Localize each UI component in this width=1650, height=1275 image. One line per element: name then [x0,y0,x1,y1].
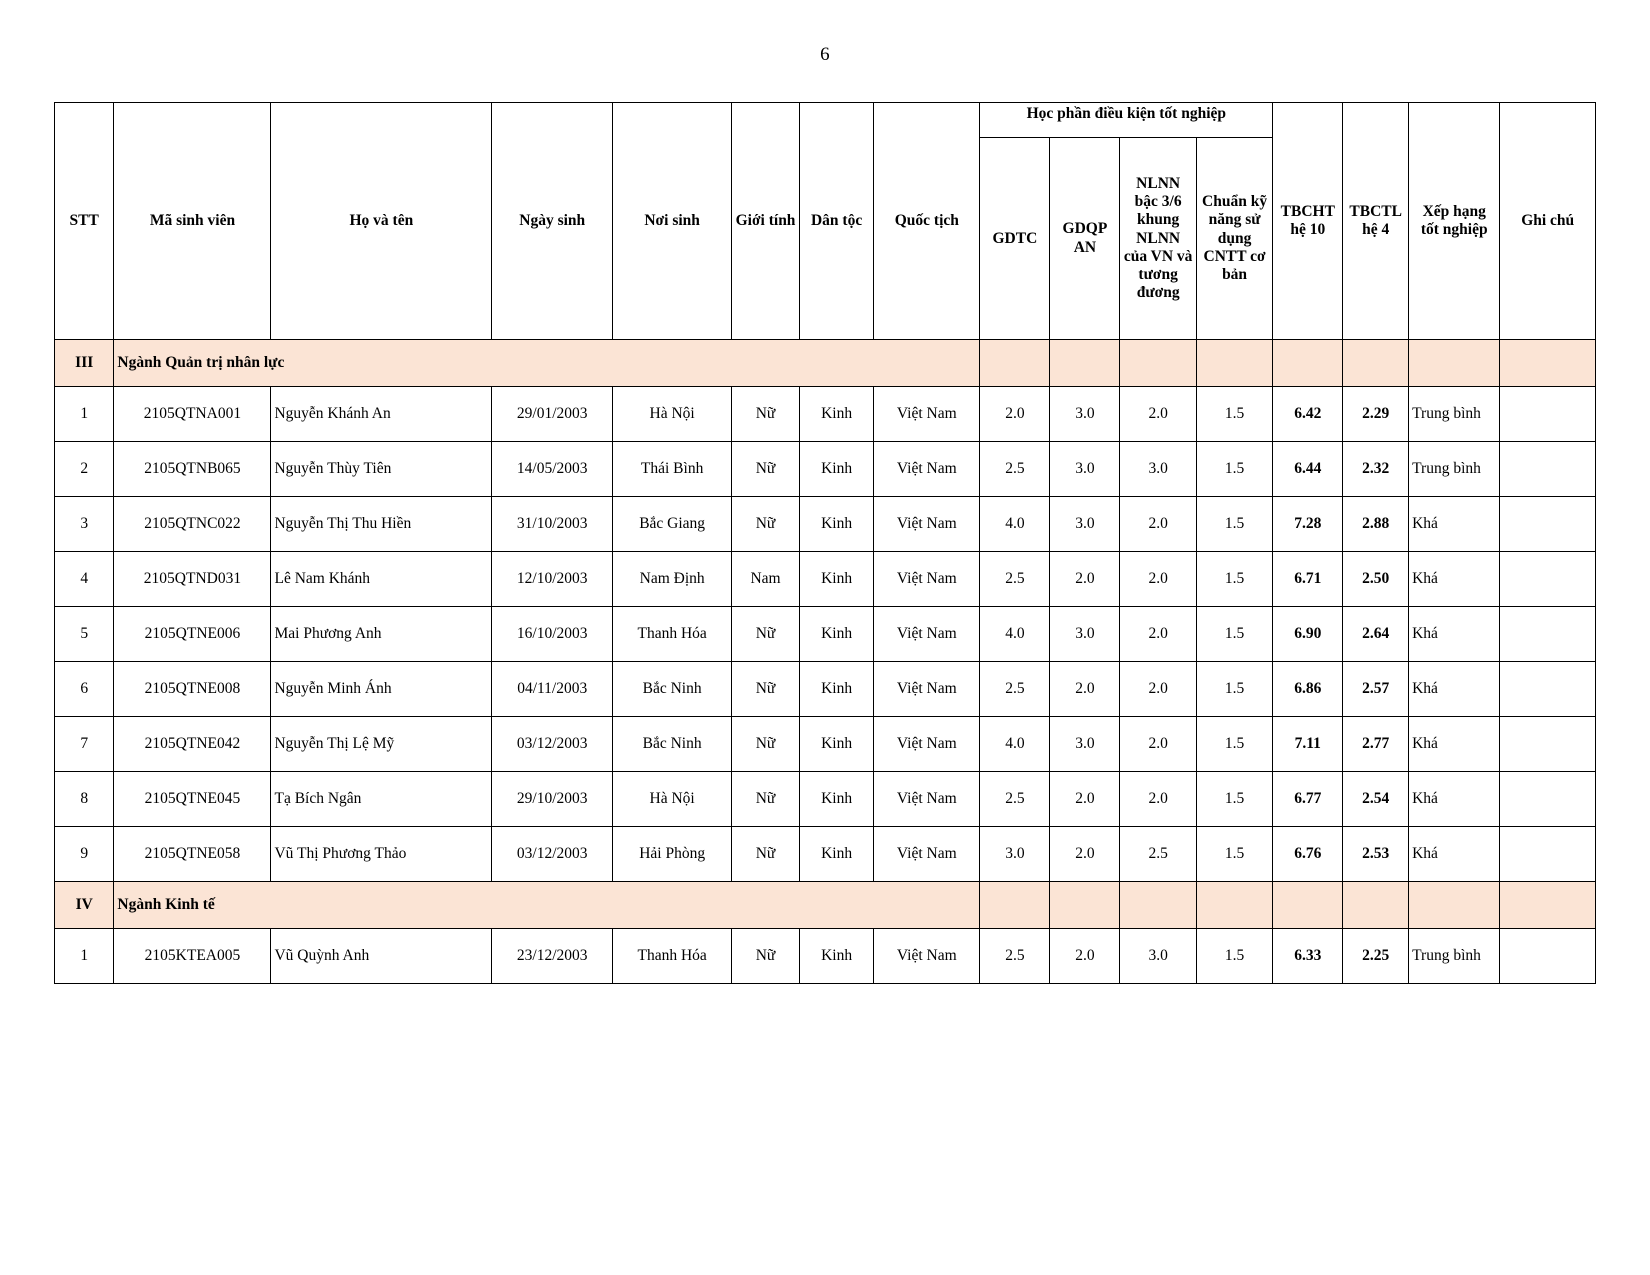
cell-tbctl: 2.29 [1343,387,1409,442]
cell-dob: 31/10/2003 [492,497,613,552]
cell-tbcht: 6.76 [1273,827,1343,882]
cell-dob: 16/10/2003 [492,607,613,662]
table-row [55,387,1596,442]
cell-nlnn: 2.0 [1120,552,1196,607]
cell-nationality: Việt Nam [874,929,980,984]
cell-dob: 29/01/2003 [492,387,613,442]
cell-name: Lê Nam Khánh [271,552,492,607]
section-empty-cell [980,882,1050,929]
cell-cntt: 1.5 [1196,387,1272,442]
cell-tbcht: 7.11 [1273,717,1343,772]
col-header-pob: Nơi sinh [613,103,732,340]
cell-gender: Nam [732,552,800,607]
cell-tbctl: 2.88 [1343,497,1409,552]
col-header-cntt: Chuẩn kỹ năng sử dụng CNTT cơ bản [1196,138,1272,340]
cell-nlnn: 2.0 [1120,772,1196,827]
table-row [55,552,1596,607]
cell-pob: Hà Nội [613,387,732,442]
section-empty-cell [1500,340,1596,387]
cell-gdtc: 4.0 [980,607,1050,662]
cell-rank: Khá [1409,607,1500,662]
cell-rank: Khá [1409,552,1500,607]
cell-code: 2105QTNE006 [114,607,271,662]
cell-stt: 1 [55,929,114,984]
cell-rank: Khá [1409,497,1500,552]
cell-nlnn: 2.0 [1120,607,1196,662]
table-row [55,662,1596,717]
cell-name: Vũ Thị Phương Thảo [271,827,492,882]
cell-code: 2105QTNE045 [114,772,271,827]
cell-gdtc: 2.5 [980,772,1050,827]
cell-note [1500,717,1596,772]
cell-gender: Nữ [732,442,800,497]
cell-dob: 04/11/2003 [492,662,613,717]
cell-stt: 7 [55,717,114,772]
col-header-dob: Ngày sinh [492,103,613,340]
table-row [55,442,1596,497]
cell-gdtc: 2.0 [980,387,1050,442]
cell-ethnicity: Kinh [799,772,873,827]
cell-note [1500,662,1596,717]
cell-rank: Khá [1409,827,1500,882]
cell-gdtc: 4.0 [980,497,1050,552]
cell-pob: Hải Phòng [613,827,732,882]
cell-cntt: 1.5 [1196,497,1272,552]
cell-nationality: Việt Nam [874,442,980,497]
table-row [55,607,1596,662]
table-header [55,103,1596,340]
cell-gender: Nữ [732,929,800,984]
cell-stt: 3 [55,497,114,552]
cell-name: Tạ Bích Ngân [271,772,492,827]
cell-nlnn: 3.0 [1120,442,1196,497]
cell-pob: Nam Định [613,552,732,607]
cell-rank: Khá [1409,662,1500,717]
cell-code: 2105KTEA005 [114,929,271,984]
cell-name: Nguyễn Thị Thu Hiền [271,497,492,552]
section-empty-cell [1196,882,1272,929]
cell-gdqpan: 2.0 [1050,552,1120,607]
cell-name: Mai Phương Anh [271,607,492,662]
cell-note [1500,497,1596,552]
cell-dob: 03/12/2003 [492,827,613,882]
cell-note [1500,827,1596,882]
cell-code: 2105QTNB065 [114,442,271,497]
cell-note [1500,387,1596,442]
cell-ethnicity: Kinh [799,607,873,662]
cell-code: 2105QTNE042 [114,717,271,772]
section-empty-cell [1500,882,1596,929]
section-empty-cell [1409,882,1500,929]
cell-cntt: 1.5 [1196,929,1272,984]
page-number: 6 [820,44,830,65]
cell-ethnicity: Kinh [799,387,873,442]
cell-gender: Nữ [732,827,800,882]
cell-nationality: Việt Nam [874,827,980,882]
cell-nationality: Việt Nam [874,662,980,717]
cell-rank: Trung bình [1409,387,1500,442]
cell-nationality: Việt Nam [874,497,980,552]
table-row [55,827,1596,882]
cell-tbcht: 6.71 [1273,552,1343,607]
cell-pob: Thanh Hóa [613,607,732,662]
cell-gender: Nữ [732,717,800,772]
table-row [55,929,1596,984]
col-header-rank: Xếp hạng tốt nghiệp [1409,103,1500,340]
cell-note [1500,929,1596,984]
cell-ethnicity: Kinh [799,552,873,607]
col-header-stt: STT [55,103,114,340]
col-header-nationality: Quốc tịch [874,103,980,340]
cell-nlnn: 2.0 [1120,387,1196,442]
cell-code: 2105QTNC022 [114,497,271,552]
cell-gender: Nữ [732,772,800,827]
section-row [55,340,1596,387]
cell-note [1500,607,1596,662]
cell-gender: Nữ [732,607,800,662]
col-header-student-code: Mã sinh viên [114,103,271,340]
cell-cntt: 1.5 [1196,827,1272,882]
cell-ethnicity: Kinh [799,662,873,717]
cell-gdtc: 2.5 [980,442,1050,497]
cell-tbctl: 2.53 [1343,827,1409,882]
table-row [55,717,1596,772]
col-header-nlnn: NLNN bậc 3/6 khung NLNN của VN và tương đương [1120,138,1196,340]
section-empty-cell [1120,882,1196,929]
cell-tbctl: 2.32 [1343,442,1409,497]
col-header-gdqpan: GDQP AN [1050,138,1120,340]
cell-gdqpan: 2.0 [1050,662,1120,717]
cell-ethnicity: Kinh [799,442,873,497]
cell-pob: Thanh Hóa [613,929,732,984]
cell-gender: Nữ [732,662,800,717]
section-empty-cell [1343,340,1409,387]
cell-rank: Khá [1409,717,1500,772]
cell-nlnn: 2.0 [1120,717,1196,772]
cell-gdtc: 2.5 [980,929,1050,984]
cell-name: Nguyễn Minh Ánh [271,662,492,717]
graduation-table-container [54,102,1596,984]
cell-ethnicity: Kinh [799,929,873,984]
cell-stt: 2 [55,442,114,497]
cell-cntt: 1.5 [1196,442,1272,497]
cell-gdqpan: 3.0 [1050,497,1120,552]
cell-pob: Bắc Ninh [613,662,732,717]
cell-dob: 23/12/2003 [492,929,613,984]
cell-tbcht: 6.33 [1273,929,1343,984]
section-empty-cell [1273,340,1343,387]
cell-name: Nguyễn Thị Lệ Mỹ [271,717,492,772]
cell-stt: 8 [55,772,114,827]
table-body [55,340,1596,984]
cell-tbcht: 6.42 [1273,387,1343,442]
cell-stt: 9 [55,827,114,882]
cell-nationality: Việt Nam [874,772,980,827]
cell-nationality: Việt Nam [874,717,980,772]
col-header-gdtc: GDTC [980,138,1050,340]
cell-name: Nguyễn Thùy Tiên [271,442,492,497]
col-header-tbcht: TBCHT hệ 10 [1273,103,1343,340]
section-number: IV [55,882,114,929]
col-header-note: Ghi chú [1500,103,1596,340]
cell-nationality: Việt Nam [874,607,980,662]
cell-rank: Trung bình [1409,929,1500,984]
section-title: Ngành Kinh tế [114,882,980,929]
cell-gdqpan: 3.0 [1050,607,1120,662]
graduation-table [54,102,1596,984]
cell-ethnicity: Kinh [799,827,873,882]
section-empty-cell [1409,340,1500,387]
cell-name: Nguyễn Khánh An [271,387,492,442]
cell-name: Vũ Quỳnh Anh [271,929,492,984]
cell-note [1500,772,1596,827]
col-header-ethnicity: Dân tộc [799,103,873,340]
cell-code: 2105QTNE058 [114,827,271,882]
section-empty-cell [1273,882,1343,929]
col-header-group-graduation-modules: Học phần điều kiện tốt nghiệp [980,103,1273,138]
cell-cntt: 1.5 [1196,717,1272,772]
section-title: Ngành Quản trị nhân lực [114,340,980,387]
cell-gdtc: 4.0 [980,717,1050,772]
cell-tbcht: 6.86 [1273,662,1343,717]
cell-tbcht: 6.90 [1273,607,1343,662]
cell-tbcht: 6.77 [1273,772,1343,827]
cell-dob: 03/12/2003 [492,717,613,772]
cell-gdqpan: 3.0 [1050,442,1120,497]
cell-cntt: 1.5 [1196,662,1272,717]
cell-stt: 6 [55,662,114,717]
cell-nlnn: 2.0 [1120,497,1196,552]
cell-stt: 4 [55,552,114,607]
cell-stt: 1 [55,387,114,442]
section-empty-cell [1343,882,1409,929]
cell-code: 2105QTND031 [114,552,271,607]
cell-tbcht: 7.28 [1273,497,1343,552]
cell-nlnn: 3.0 [1120,929,1196,984]
cell-tbctl: 2.25 [1343,929,1409,984]
cell-code: 2105QTNA001 [114,387,271,442]
cell-rank: Khá [1409,772,1500,827]
cell-nationality: Việt Nam [874,387,980,442]
cell-gender: Nữ [732,387,800,442]
cell-rank: Trung bình [1409,442,1500,497]
section-empty-cell [1050,882,1120,929]
cell-gdqpan: 2.0 [1050,929,1120,984]
table-row [55,772,1596,827]
cell-ethnicity: Kinh [799,717,873,772]
cell-gdtc: 3.0 [980,827,1050,882]
cell-tbcht: 6.44 [1273,442,1343,497]
cell-pob: Hà Nội [613,772,732,827]
cell-code: 2105QTNE008 [114,662,271,717]
cell-tbctl: 2.77 [1343,717,1409,772]
section-empty-cell [1050,340,1120,387]
cell-nlnn: 2.0 [1120,662,1196,717]
cell-tbctl: 2.64 [1343,607,1409,662]
cell-pob: Bắc Giang [613,497,732,552]
cell-gdtc: 2.5 [980,552,1050,607]
cell-dob: 12/10/2003 [492,552,613,607]
cell-cntt: 1.5 [1196,772,1272,827]
cell-pob: Thái Bình [613,442,732,497]
cell-tbctl: 2.50 [1343,552,1409,607]
section-empty-cell [980,340,1050,387]
cell-tbctl: 2.57 [1343,662,1409,717]
cell-note [1500,552,1596,607]
cell-dob: 29/10/2003 [492,772,613,827]
cell-gdqpan: 3.0 [1050,387,1120,442]
cell-note [1500,442,1596,497]
cell-gender: Nữ [732,497,800,552]
cell-gdqpan: 2.0 [1050,827,1120,882]
cell-stt: 5 [55,607,114,662]
section-empty-cell [1196,340,1272,387]
section-number: III [55,340,114,387]
cell-dob: 14/05/2003 [492,442,613,497]
section-row [55,882,1596,929]
cell-nationality: Việt Nam [874,552,980,607]
cell-nlnn: 2.5 [1120,827,1196,882]
cell-tbctl: 2.54 [1343,772,1409,827]
section-empty-cell [1120,340,1196,387]
cell-cntt: 1.5 [1196,552,1272,607]
cell-ethnicity: Kinh [799,497,873,552]
cell-gdtc: 2.5 [980,662,1050,717]
cell-pob: Bắc Ninh [613,717,732,772]
cell-gdqpan: 3.0 [1050,717,1120,772]
col-header-gender: Giới tính [732,103,800,340]
col-header-full-name: Họ và tên [271,103,492,340]
cell-cntt: 1.5 [1196,607,1272,662]
col-header-tbctl: TBCTL hệ 4 [1343,103,1409,340]
table-row [55,497,1596,552]
cell-gdqpan: 2.0 [1050,772,1120,827]
header-row-top [55,103,1596,138]
